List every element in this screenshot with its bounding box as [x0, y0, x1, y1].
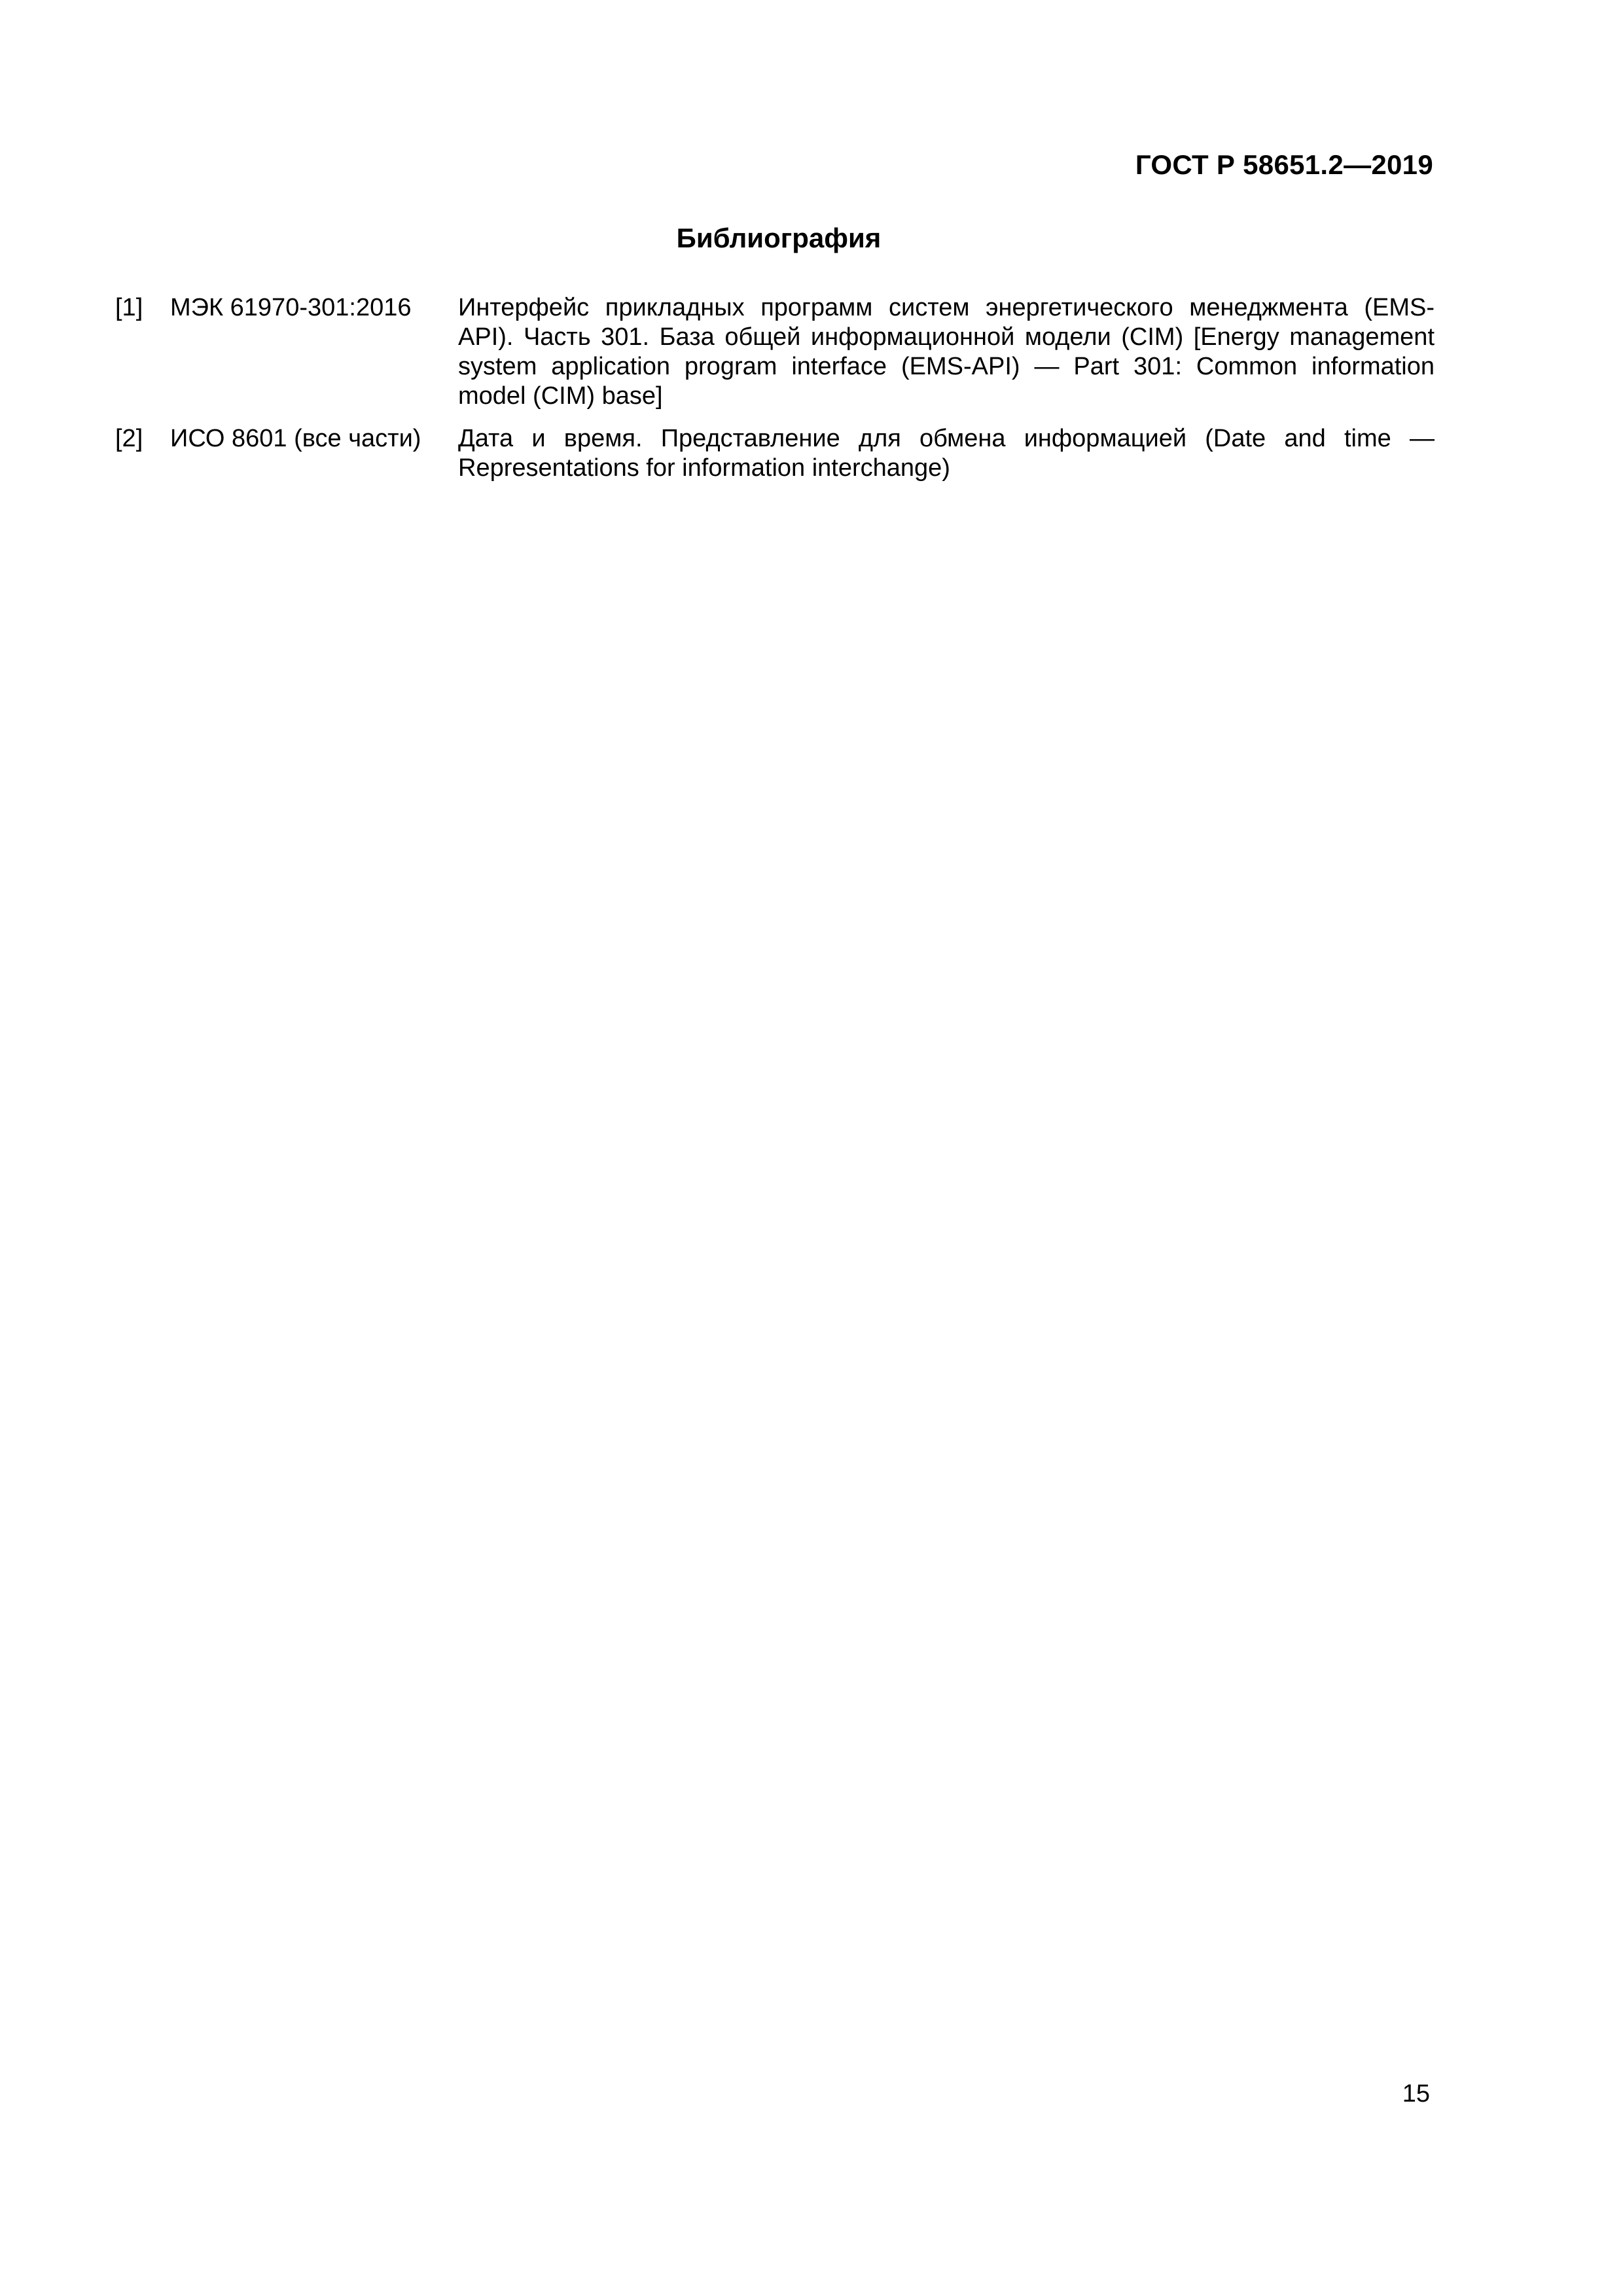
entry-reference: МЭК 61970-301:2016	[170, 294, 412, 321]
page-number: 15	[1402, 2080, 1430, 2108]
entry-title: Дата и время. Представление для обмена информацией (Date and time — Representations for information interchange)	[458, 425, 1435, 482]
entry-reference: ИСО 8601 (все части)	[170, 425, 421, 452]
bibliography-entry	[115, 293, 1435, 411]
entry-number: [1]	[115, 294, 143, 321]
entry-title: Интерфейс прикладных программ систем энергетического менеджмента (EMS-API). Часть 301. База общей информационной модели (CIM) [Energy management system application program interface (EMS-API) — Part 301: Common information model (CIM) base]	[458, 294, 1435, 410]
bibliography-entry	[115, 424, 1435, 483]
document-code: ГОСТ Р 58651.2—2019	[1135, 149, 1433, 180]
section-title: Библиография	[676, 223, 882, 253]
entry-number: [2]	[115, 425, 143, 452]
bibliography-list	[115, 293, 1435, 496]
